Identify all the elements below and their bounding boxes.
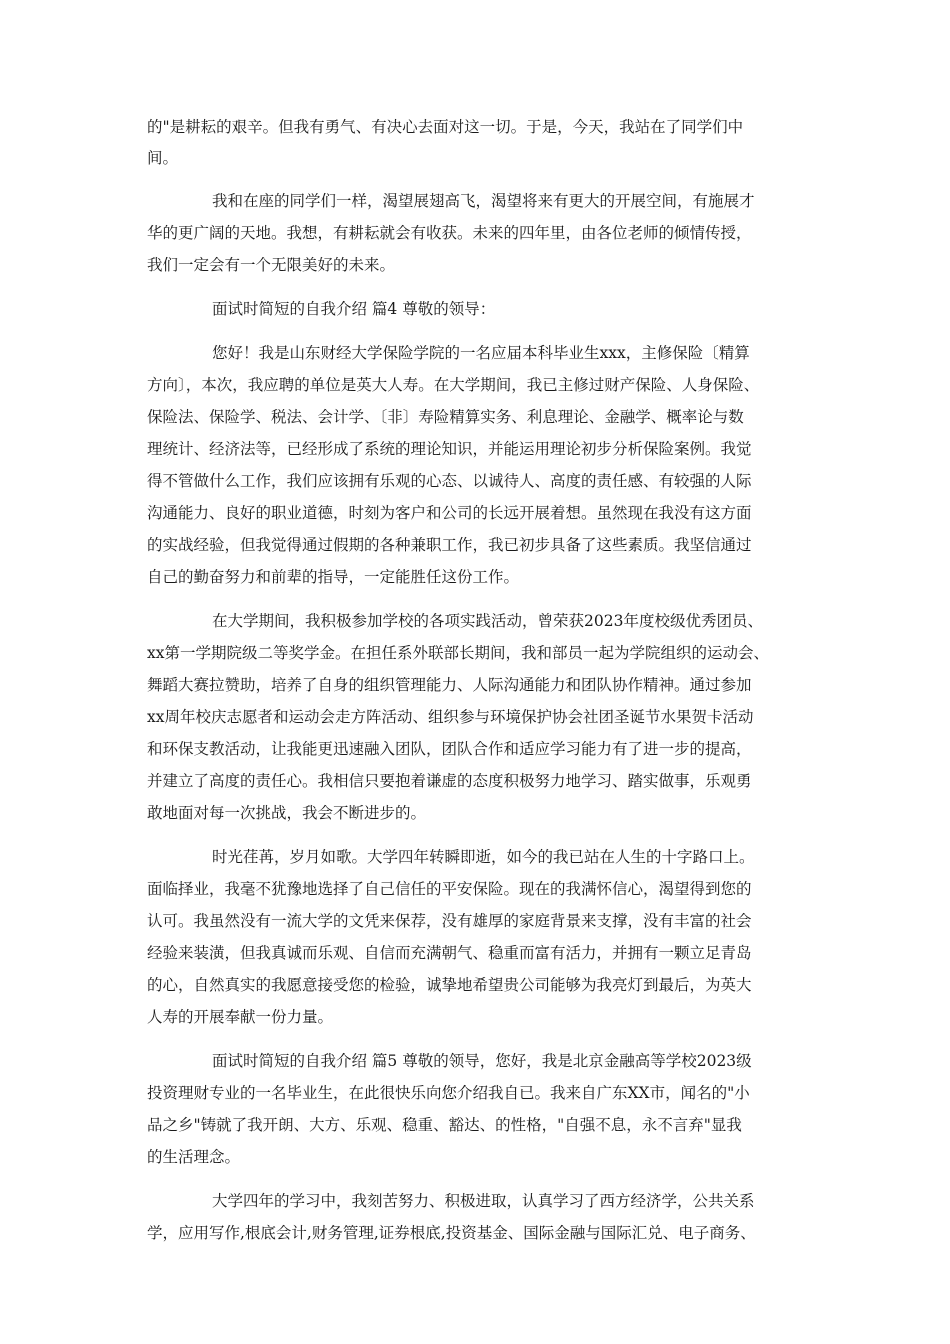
text-line: 保险法、保险学、税法、会计学、〔非〕寿险精算实务、利息理论、金融学、概率论与数 xyxy=(147,408,744,426)
section-heading: 面试时简短的自我介绍 篇4 尊敬的领导： xyxy=(212,300,496,318)
text-line: 华的更广阔的天地。我想，有耕耘就会有收获。未来的四年里，由各位老师的倾情传授， xyxy=(147,224,752,242)
text-line: 学，应用写作,根底会计,财务管理,证券根底,投资基金、国际金融与国际汇兑、电子商务、 xyxy=(147,1224,756,1242)
text-line: 和环保支教活动，让我能更迅速融入团队，团队合作和适应学习能力有了进一步的提高， xyxy=(147,740,752,758)
text-line: 我们一定会有一个无限美好的未来。 xyxy=(147,256,396,274)
text-line: 理统计、经济法等，已经形成了系统的理论知识，并能运用理论初步分析保险案例。我觉 xyxy=(147,440,752,458)
text-line: xx周年校庆志愿者和运动会走方阵活动、组织参与环境保护协会社团圣诞节水果贺卡活动 xyxy=(147,708,754,726)
text-line: 品之乡"铸就了我开朗、大方、乐观、稳重、豁达、的性格，"自强不息，永不言弃"显我 xyxy=(147,1116,742,1134)
text-line: 沟通能力、良好的职业道德，时刻为客户和公司的长远开展着想。虽然现在我没有这方面 xyxy=(147,504,752,522)
text-line: 并建立了高度的责任心。我相信只要抱着谦虚的态度积极努力地学习、踏实做事，乐观勇 xyxy=(147,772,752,790)
text-line: 自己的勤奋努力和前辈的指导，一定能胜任这份工作。 xyxy=(147,568,520,586)
text-line: 您好！我是山东财经大学保险学院的一名应届本科毕业生xxx，主修保险〔精算 xyxy=(212,344,750,362)
text-line: 的实战经验，但我觉得通过假期的各种兼职工作，我已初步具备了这些素质。我坚信通过 xyxy=(147,536,752,554)
text-line: 我和在座的同学们一样，渴望展翅高飞，渴望将来有更大的开展空间，有施展才 xyxy=(212,192,755,210)
text-line: 的生活理念。 xyxy=(147,1148,241,1166)
section-heading: 面试时简短的自我介绍 篇5 尊敬的领导，您好，我是北京金融高等学校2023级 xyxy=(212,1052,752,1070)
text-line: 在大学期间，我积极参加学校的各项实践活动，曾荣获2023年度校级优秀团员、 xyxy=(212,612,763,630)
text-line: 舞蹈大赛拉赞助，培养了自身的组织管理能力、人际沟通能力和团队协作精神。通过参加 xyxy=(147,676,752,694)
text-line: 的心，自然真实的我愿意接受您的检验，诚挚地希望贵公司能够为我亮灯到最后，为英大 xyxy=(147,976,752,994)
text-line: 的"是耕耘的艰辛。但我有勇气、有决心去面对这一切。于是，今天，我站在了同学们中 xyxy=(147,118,744,136)
text-line: 面临择业，我毫不犹豫地选择了自己信任的平安保险。现在的我满怀信心，渴望得到您的 xyxy=(147,880,752,898)
text-line: 投资理财专业的一名毕业生，在此很快乐向您介绍我自已。我来自广东XX市，闻名的"小 xyxy=(147,1084,750,1102)
text-line: 得不管做什么工作，我们应该拥有乐观的心态、以诚待人、高度的责任感、有较强的人际 xyxy=(147,472,752,490)
text-line: 大学四年的学习中，我刻苦努力、积极进取，认真学习了西方经济学，公共关系 xyxy=(212,1192,755,1210)
text-line: 人寿的开展奉献一份力量。 xyxy=(147,1008,334,1026)
text-line: 经验来装潢，但我真诚而乐观、自信而充满朝气、稳重而富有活力，并拥有一颗立足青岛 xyxy=(147,944,752,962)
text-line: 时光荏苒，岁月如歌。大学四年转瞬即逝，如今的我已站在人生的十字路口上。 xyxy=(212,848,755,866)
text-line: 敢地面对每一次挑战，我会不断进步的。 xyxy=(147,804,427,822)
text-line: 方向〕，本次，我应聘的单位是英大人寿。在大学期间，我已主修过财产保险、人身保险、 xyxy=(147,376,760,394)
text-line: xx第一学期院级二等奖学金。在担任系外联部长期间，我和部员一起为学院组织的运动会、 xyxy=(147,644,769,662)
text-line: 认可。我虽然没有一流大学的文凭来保荐，没有雄厚的家庭背景来支撑，没有丰富的社会 xyxy=(147,912,752,930)
text-line: 间。 xyxy=(147,149,179,167)
